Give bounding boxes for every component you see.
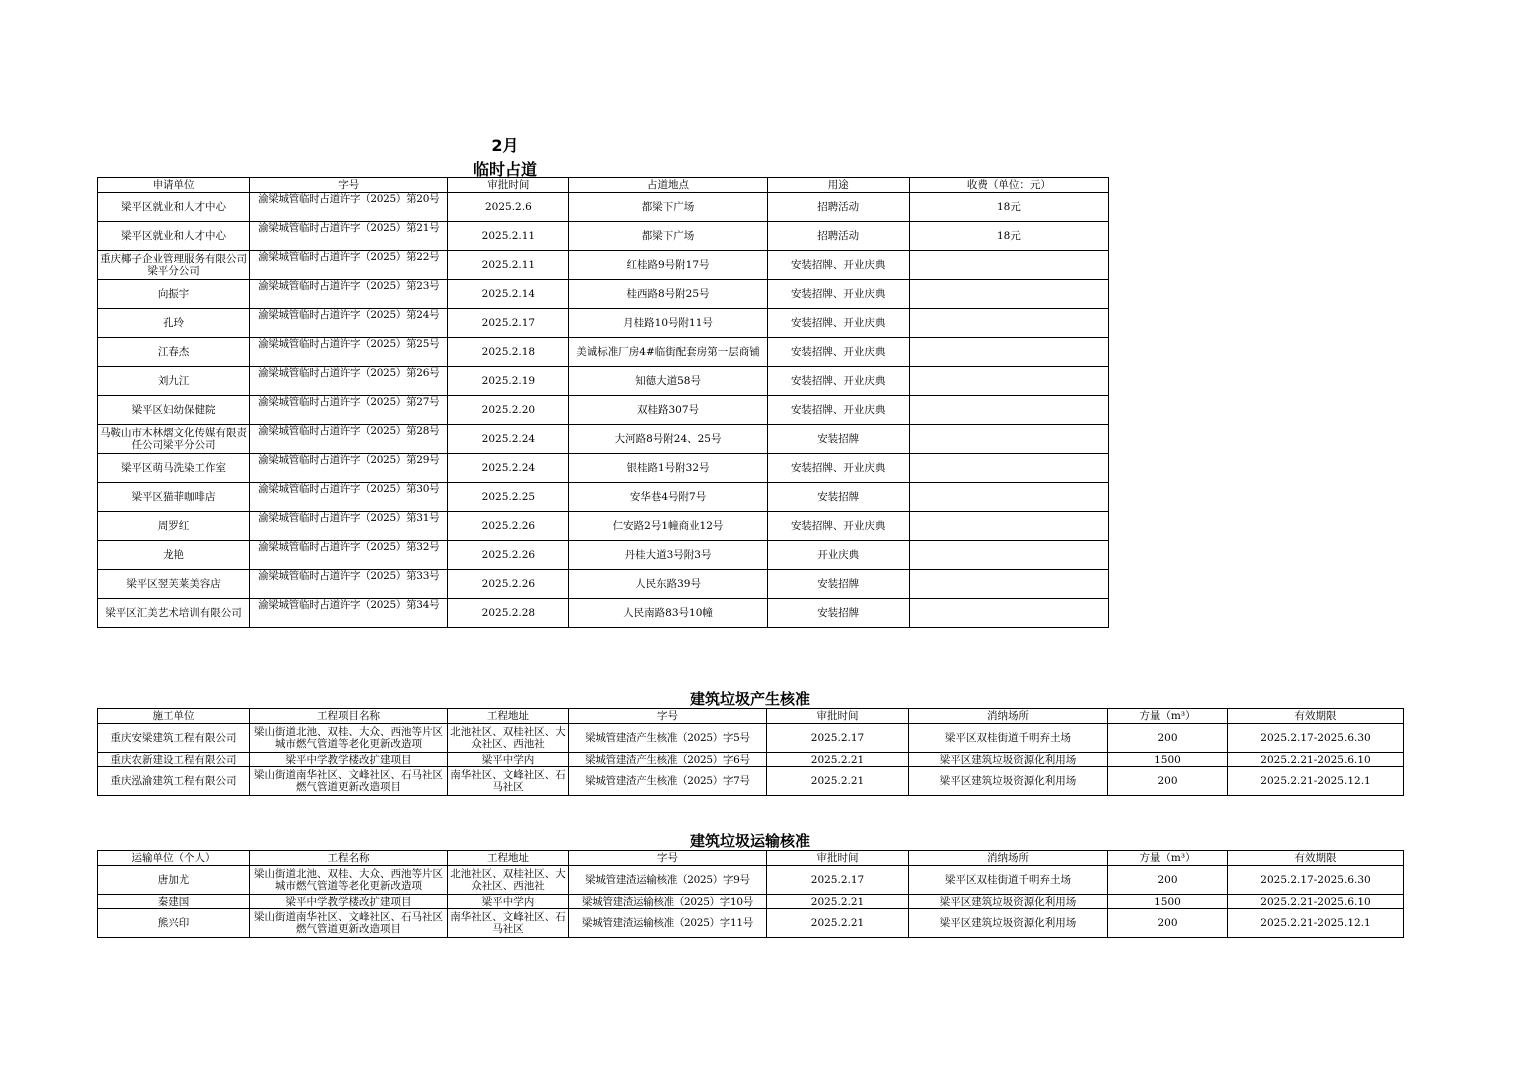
table-row (98, 483, 1109, 512)
fee-cell: 18元 (909, 222, 1108, 251)
fee-cell (909, 570, 1108, 599)
validity-cell: 2025.2.21-2025.6.10 (1228, 753, 1404, 767)
project-address-cell: 南华社区、文峰社区、石马社区 (448, 767, 569, 796)
table-row (98, 309, 1109, 338)
permit-number-cell: 梁城管建渣产生核准（2025）字5号 (569, 724, 767, 753)
approval-date-cell: 2025.2.26 (448, 570, 569, 599)
approval-date-cell: 2025.2.26 (448, 512, 569, 541)
table-row (98, 866, 1404, 895)
purpose-cell: 安装招牌、开业庆典 (767, 367, 909, 396)
unit-cell: 熊兴印 (98, 909, 250, 938)
location-cell: 都梁下广场 (569, 222, 767, 251)
permit-number-cell: 渝梁城管临时占道许字（2025）第21号 (250, 222, 448, 251)
permit-number-cell: 渝梁城管临时占道许字（2025）第20号 (250, 193, 448, 222)
fee-cell (909, 309, 1108, 338)
approval-date-cell: 2025.2.24 (448, 454, 569, 483)
purpose-cell: 安装招牌、开业庆典 (767, 251, 909, 280)
approval-date-cell: 2025.2.11 (448, 222, 569, 251)
volume-cell: 200 (1108, 724, 1228, 753)
purpose-cell: 安装招牌、开业庆典 (767, 309, 909, 338)
applicant-cell: 梁平区翌芙莱美容店 (98, 570, 250, 599)
permit-number-cell: 渝梁城管临时占道许字（2025）第26号 (250, 367, 448, 396)
fee-cell (909, 280, 1108, 309)
permit-number-cell: 渝梁城管临时占道许字（2025）第32号 (250, 541, 448, 570)
applicant-cell: 江春杰 (98, 338, 250, 367)
table-row (98, 909, 1404, 938)
location-cell: 大河路8号附24、25号 (569, 425, 767, 454)
fee-cell (909, 396, 1108, 425)
applicant-cell: 梁平区萌马洗染工作室 (98, 454, 250, 483)
column-header: 审批时间 (767, 709, 909, 724)
fee-cell: 18元 (909, 193, 1108, 222)
approval-date-cell: 2025.2.19 (448, 367, 569, 396)
column-header: 用途 (767, 178, 909, 193)
road-occupation-table (97, 177, 1109, 628)
waste-transport-table (97, 850, 1404, 938)
column-header: 审批时间 (448, 178, 569, 193)
section1-title: 临时占道 (472, 160, 537, 179)
permit-number-cell: 梁城管建渣运输核准（2025）字10号 (569, 895, 767, 909)
table-row (98, 425, 1109, 454)
fee-cell (909, 367, 1108, 396)
unit-cell: 重庆泓渝建筑工程有限公司 (98, 767, 250, 796)
location-cell: 安华巷4号附7号 (569, 483, 767, 512)
fee-cell (909, 541, 1108, 570)
project-address-cell: 梁平中学内 (448, 895, 569, 909)
approval-date-cell: 2025.2.25 (448, 483, 569, 512)
permit-number-cell: 梁城管建渣产生核准（2025）字6号 (569, 753, 767, 767)
project-address-cell: 南华社区、文峰社区、石马社区 (448, 909, 569, 938)
disposal-site-cell: 梁平区双桂街道千明弃土场 (909, 866, 1108, 895)
permit-number-cell: 渝梁城管临时占道许字（2025）第33号 (250, 570, 448, 599)
validity-cell: 2025.2.17-2025.6.30 (1228, 724, 1404, 753)
column-header: 消纳场所 (909, 709, 1108, 724)
table-row (98, 280, 1109, 309)
approval-date-cell: 2025.2.26 (448, 541, 569, 570)
permit-number-cell: 渝梁城管临时占道许字（2025）第27号 (250, 396, 448, 425)
permit-number-cell: 渝梁城管临时占道许字（2025）第30号 (250, 483, 448, 512)
permit-number-cell: 梁城管建渣运输核准（2025）字9号 (569, 866, 767, 895)
location-cell: 丹桂大道3号附3号 (569, 541, 767, 570)
disposal-site-cell: 梁平区建筑垃圾资源化利用场 (909, 909, 1108, 938)
purpose-cell: 安装招牌 (767, 425, 909, 454)
permit-number-cell: 梁城管建渣产生核准（2025）字7号 (569, 767, 767, 796)
month-title: 2月 (491, 136, 519, 155)
purpose-cell: 招聘活动 (767, 193, 909, 222)
permit-number-cell: 渝梁城管临时占道许字（2025）第29号 (250, 454, 448, 483)
applicant-cell: 梁平区就业和人才中心 (98, 222, 250, 251)
volume-cell: 200 (1108, 866, 1228, 895)
volume-cell: 200 (1108, 909, 1228, 938)
unit-cell: 唐加尤 (98, 866, 250, 895)
column-header: 占道地点 (569, 178, 767, 193)
table-row (98, 541, 1109, 570)
approval-date-cell: 2025.2.6 (448, 193, 569, 222)
applicant-cell: 梁平区猫菲咖啡店 (98, 483, 250, 512)
table-row (98, 396, 1109, 425)
approval-date-cell: 2025.2.18 (448, 338, 569, 367)
approval-date-cell: 2025.2.17 (767, 724, 909, 753)
location-cell: 人民南路83号10幢 (569, 599, 767, 628)
location-cell: 红桂路9号附17号 (569, 251, 767, 280)
volume-cell: 200 (1108, 767, 1228, 796)
approval-date-cell: 2025.2.21 (767, 895, 909, 909)
column-header: 施工单位 (98, 709, 250, 724)
table-row (98, 570, 1109, 599)
column-header: 工程项目名称 (250, 709, 448, 724)
purpose-cell: 招聘活动 (767, 222, 909, 251)
location-cell: 月桂路10号附11号 (569, 309, 767, 338)
table-row (98, 222, 1109, 251)
column-header: 方量（m³） (1108, 709, 1228, 724)
permit-number-cell: 渝梁城管临时占道许字（2025）第22号 (250, 251, 448, 280)
applicant-cell: 马鞍山市木林熠文化传媒有限责任公司梁平分公司 (98, 425, 250, 454)
applicant-cell: 周罗红 (98, 512, 250, 541)
permit-number-cell: 渝梁城管临时占道许字（2025）第23号 (250, 280, 448, 309)
location-cell: 仁安路2号1幢商业12号 (569, 512, 767, 541)
project-address-cell: 梁平中学内 (448, 753, 569, 767)
purpose-cell: 安装招牌、开业庆典 (767, 454, 909, 483)
section3-title: 建筑垃圾运输核准 (689, 832, 810, 850)
approval-date-cell: 2025.2.17 (448, 309, 569, 338)
column-header: 工程名称 (250, 851, 448, 866)
purpose-cell: 安装招牌、开业庆典 (767, 338, 909, 367)
project-name-cell: 梁山街道南华社区、文峰社区、石马社区燃气管道更新改造项目 (250, 909, 448, 938)
volume-cell: 1500 (1108, 895, 1228, 909)
project-name-cell: 梁山街道南华社区、文峰社区、石马社区燃气管道更新改造项目 (250, 767, 448, 796)
validity-cell: 2025.2.17-2025.6.30 (1228, 866, 1404, 895)
project-name-cell: 梁山街道北池、双桂、大众、西池等片区城市燃气管道等老化更新改造项 (250, 724, 448, 753)
project-name-cell: 梁平中学教学楼改扩建项目 (250, 895, 448, 909)
permit-number-cell: 渝梁城管临时占道许字（2025）第28号 (250, 425, 448, 454)
approval-date-cell: 2025.2.24 (448, 425, 569, 454)
column-header: 字号 (250, 178, 448, 193)
applicant-cell: 刘九江 (98, 367, 250, 396)
applicant-cell: 梁平区汇美艺术培训有限公司 (98, 599, 250, 628)
project-address-cell: 北池社区、双桂社区、大众社区、西池社 (448, 724, 569, 753)
validity-cell: 2025.2.21-2025.12.1 (1228, 909, 1404, 938)
applicant-cell: 梁平区妇幼保健院 (98, 396, 250, 425)
column-header: 方量（m³） (1108, 851, 1228, 866)
disposal-site-cell: 梁平区建筑垃圾资源化利用场 (909, 767, 1108, 796)
validity-cell: 2025.2.21-2025.12.1 (1228, 767, 1404, 796)
purpose-cell: 安装招牌、开业庆典 (767, 280, 909, 309)
column-header: 有效期限 (1228, 709, 1404, 724)
permit-number-cell: 渝梁城管临时占道许字（2025）第34号 (250, 599, 448, 628)
table-row (98, 367, 1109, 396)
unit-cell: 秦建国 (98, 895, 250, 909)
column-header: 审批时间 (767, 851, 909, 866)
permit-number-cell: 渝梁城管临时占道许字（2025）第25号 (250, 338, 448, 367)
unit-cell: 重庆安梁建筑工程有限公司 (98, 724, 250, 753)
location-cell: 美诚标准厂房4#临街配套房第一层商铺 (569, 338, 767, 367)
table-row (98, 512, 1109, 541)
approval-date-cell: 2025.2.11 (448, 251, 569, 280)
purpose-cell: 安装招牌 (767, 483, 909, 512)
column-header: 收费（单位：元） (909, 178, 1108, 193)
column-header: 工程地址 (448, 709, 569, 724)
column-header: 字号 (569, 709, 767, 724)
location-cell: 双桂路307号 (569, 396, 767, 425)
location-cell: 都梁下广场 (569, 193, 767, 222)
section2-title: 建筑垃圾产生核准 (689, 690, 810, 708)
fee-cell (909, 483, 1108, 512)
permit-number-cell: 渝梁城管临时占道许字（2025）第31号 (250, 512, 448, 541)
waste-generation-table (97, 708, 1404, 796)
table-row (98, 454, 1109, 483)
location-cell: 银桂路1号附32号 (569, 454, 767, 483)
approval-date-cell: 2025.2.28 (448, 599, 569, 628)
applicant-cell: 重庆椰子企业管理服务有限公司梁平分公司 (98, 251, 250, 280)
table-row (98, 724, 1404, 753)
project-name-cell: 梁平中学教学楼改扩建项目 (250, 753, 448, 767)
column-header: 消纳场所 (909, 851, 1108, 866)
location-cell: 人民东路39号 (569, 570, 767, 599)
column-header: 工程地址 (448, 851, 569, 866)
approval-date-cell: 2025.2.21 (767, 767, 909, 796)
table-row (98, 599, 1109, 628)
table-row (98, 193, 1109, 222)
fee-cell (909, 599, 1108, 628)
disposal-site-cell: 梁平区双桂街道千明弃土场 (909, 724, 1108, 753)
approval-date-cell: 2025.2.14 (448, 280, 569, 309)
approval-date-cell: 2025.2.17 (767, 866, 909, 895)
applicant-cell: 孔玲 (98, 309, 250, 338)
table-row (98, 767, 1404, 796)
validity-cell: 2025.2.21-2025.6.10 (1228, 895, 1404, 909)
table-row (98, 338, 1109, 367)
purpose-cell: 安装招牌、开业庆典 (767, 512, 909, 541)
table-row (98, 753, 1404, 767)
disposal-site-cell: 梁平区建筑垃圾资源化利用场 (909, 895, 1108, 909)
approval-date-cell: 2025.2.20 (448, 396, 569, 425)
approval-date-cell: 2025.2.21 (767, 753, 909, 767)
table-row (98, 895, 1404, 909)
permit-number-cell: 梁城管建渣运输核准（2025）字11号 (569, 909, 767, 938)
location-cell: 知德大道58号 (569, 367, 767, 396)
applicant-cell: 梁平区就业和人才中心 (98, 193, 250, 222)
approval-date-cell: 2025.2.21 (767, 909, 909, 938)
project-address-cell: 北池社区、双桂社区、大众社区、西池社 (448, 866, 569, 895)
column-header: 运输单位（个人） (98, 851, 250, 866)
column-header: 申请单位 (98, 178, 250, 193)
table-row (98, 251, 1109, 280)
applicant-cell: 向振宇 (98, 280, 250, 309)
column-header: 有效期限 (1228, 851, 1404, 866)
purpose-cell: 开业庆典 (767, 541, 909, 570)
fee-cell (909, 425, 1108, 454)
applicant-cell: 龙艳 (98, 541, 250, 570)
fee-cell (909, 454, 1108, 483)
project-name-cell: 梁山街道北池、双桂、大众、西池等片区城市燃气管道等老化更新改造项 (250, 866, 448, 895)
fee-cell (909, 512, 1108, 541)
fee-cell (909, 338, 1108, 367)
purpose-cell: 安装招牌 (767, 570, 909, 599)
location-cell: 桂西路8号附25号 (569, 280, 767, 309)
purpose-cell: 安装招牌、开业庆典 (767, 396, 909, 425)
unit-cell: 重庆农新建设工程有限公司 (98, 753, 250, 767)
fee-cell (909, 251, 1108, 280)
volume-cell: 1500 (1108, 753, 1228, 767)
purpose-cell: 安装招牌 (767, 599, 909, 628)
column-header: 字号 (569, 851, 767, 866)
disposal-site-cell: 梁平区建筑垃圾资源化利用场 (909, 753, 1108, 767)
permit-number-cell: 渝梁城管临时占道许字（2025）第24号 (250, 309, 448, 338)
